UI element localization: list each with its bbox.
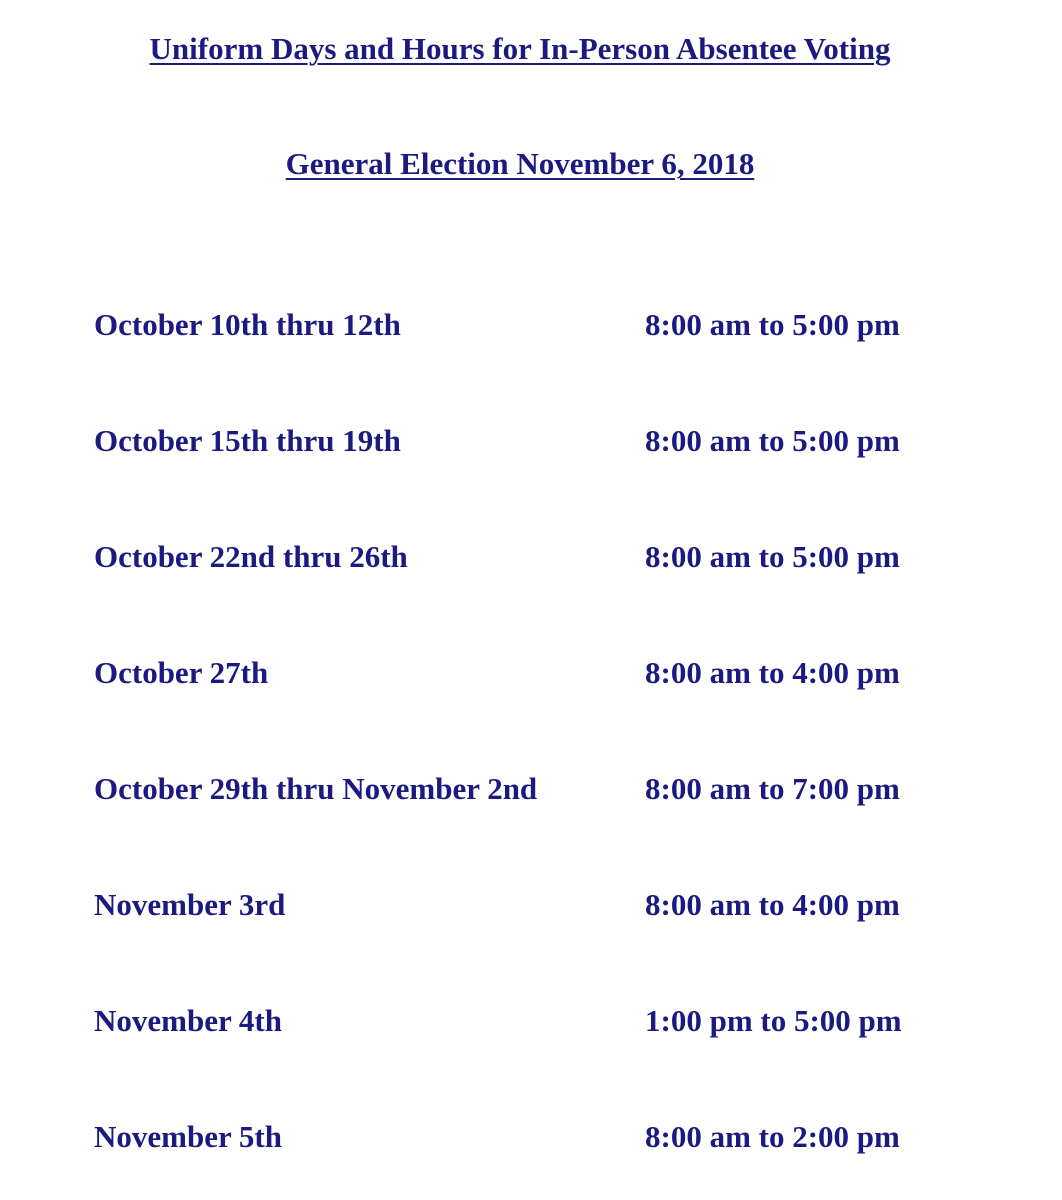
schedule-days: October 27th: [94, 655, 269, 690]
schedule-hours: 8:00 am to 5:00 pm: [645, 539, 900, 574]
schedule-days: October 10th thru 12th: [94, 307, 401, 342]
schedule-hours: 8:00 am to 5:00 pm: [645, 307, 900, 342]
schedule-row: [0, 769, 1062, 809]
election-subtitle: General Election November 6, 2018: [285, 146, 755, 181]
schedule-row: [0, 1117, 1062, 1157]
schedule-days: November 3rd: [94, 887, 286, 922]
schedule-row: [0, 537, 1062, 577]
schedule-days: November 4th: [94, 1003, 282, 1038]
schedule-hours: 8:00 am to 5:00 pm: [645, 423, 900, 458]
schedule-hours: 8:00 am to 2:00 pm: [645, 1119, 900, 1154]
schedule-days: October 22nd thru 26th: [94, 539, 408, 574]
schedule-hours: 8:00 am to 4:00 pm: [645, 655, 900, 690]
schedule-hours: 1:00 pm to 5:00 pm: [645, 1003, 902, 1038]
schedule-row: [0, 421, 1062, 461]
schedule-row: [0, 305, 1062, 345]
schedule-hours: 8:00 am to 7:00 pm: [645, 771, 900, 806]
schedule-days: October 15th thru 19th: [94, 423, 401, 458]
schedule-hours: 8:00 am to 4:00 pm: [645, 887, 900, 922]
document-title: Uniform Days and Hours for In-Person Absentee Voting: [149, 31, 891, 66]
schedule-row: [0, 885, 1062, 925]
schedule-days: October 29th thru November 2nd: [94, 771, 538, 806]
schedule-row: [0, 1001, 1062, 1041]
schedule-row: [0, 653, 1062, 693]
schedule-days: November 5th: [94, 1119, 282, 1154]
